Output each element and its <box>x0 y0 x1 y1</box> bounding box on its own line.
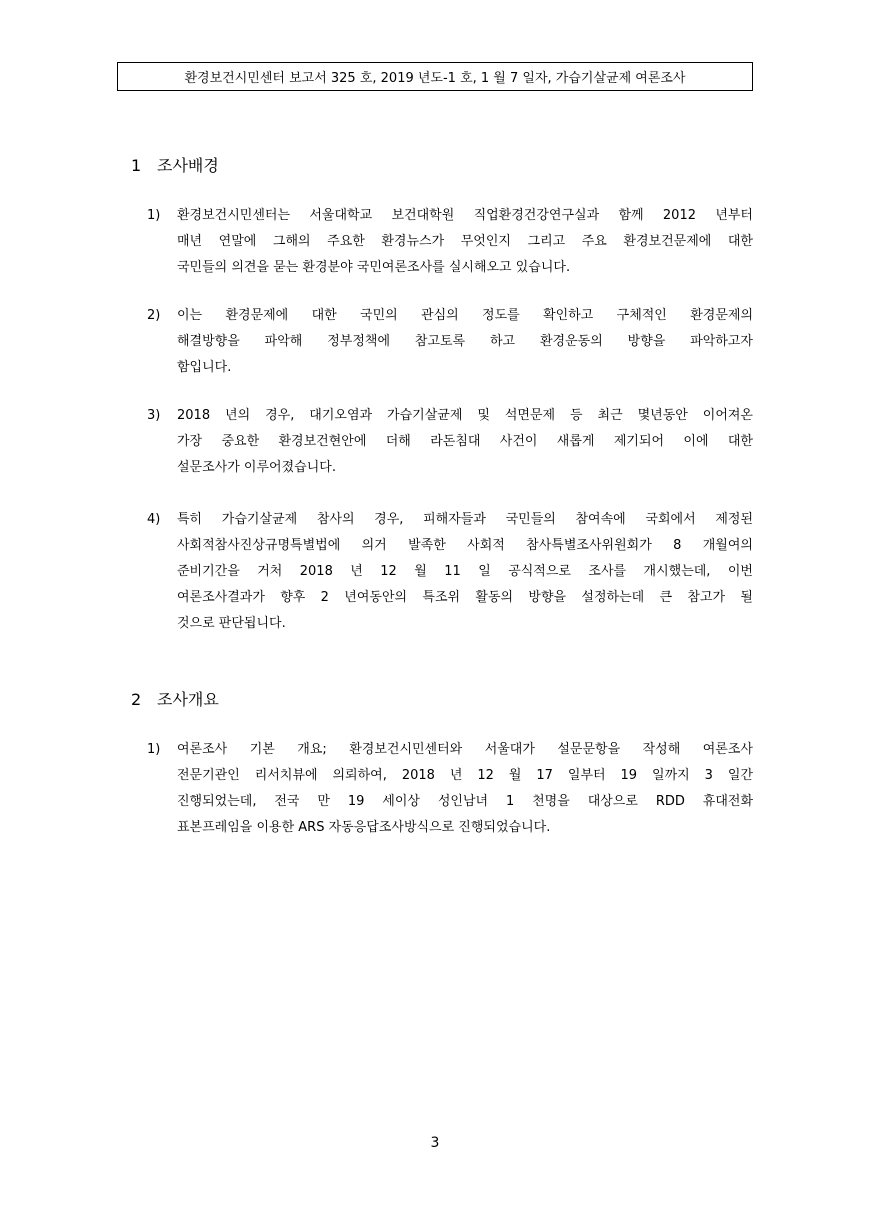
section-number: 1 <box>131 156 142 175</box>
text-line: 사회적참사진상규명특별법에 의거 발족한 사회적 참사특별조사위원회가 8 개월여의 <box>177 538 753 553</box>
list-item-text <box>177 303 753 381</box>
list-item <box>147 507 753 637</box>
list-item-number: 2) <box>147 308 161 323</box>
report-header-text: 환경보건시민센터 보고서 325 호, 2019 년도-1 호, 1 월 7 일자, 가습기살균제 여론조사 <box>184 71 686 86</box>
list-item-text <box>177 203 753 281</box>
text-line: 가장 중요한 환경보건현안에 더해 라돈침대 사건이 새롭게 제기되어 이에 대한 <box>177 434 753 449</box>
list-item-text <box>177 737 753 841</box>
list-item-text <box>177 507 753 637</box>
list-item-number: 3) <box>147 408 161 423</box>
list-item <box>147 737 753 841</box>
section-title: 조사개요 <box>157 690 219 709</box>
list-item-number: 4) <box>147 512 161 527</box>
list-item <box>147 203 753 281</box>
list-item-number: 1) <box>147 742 161 757</box>
text-line: 전문기관인 리서치뷰에 의뢰하여, 2018 년 12 월 17 일부터 19 일까지 3 일간 <box>177 768 753 783</box>
text-line: 2018 년의 경우, 대기오염과 가습기살균제 및 석면문제 등 최근 몇년동안 이어져온 <box>177 408 753 423</box>
section-title: 조사배경 <box>157 156 219 175</box>
text-line: 것으로 판단됩니다. <box>177 616 286 631</box>
section-heading-overview <box>131 687 219 710</box>
text-line: 함입니다. <box>177 360 232 375</box>
text-line: 설문조사가 이루어졌습니다. <box>177 460 336 475</box>
section-number: 2 <box>131 690 142 709</box>
text-line: 표본프레임을 이용한 ARS 자동응답조사방식으로 진행되었습니다. <box>177 820 551 835</box>
text-line: 이는 환경문제에 대한 국민의 관심의 정도를 확인하고 구체적인 환경문제의 <box>177 308 753 323</box>
text-line: 특히 가습기살균제 참사의 경우, 피해자들과 국민들의 참여속에 국회에서 제정된 <box>177 512 753 527</box>
text-line: 환경보건시민센터는 서울대학교 보건대학원 직업환경건강연구실과 함께 2012 년부터 <box>177 208 753 223</box>
list-item <box>147 403 753 481</box>
list-item-text <box>177 403 753 481</box>
list-item <box>147 303 753 381</box>
list-item-number: 1) <box>147 208 161 223</box>
text-line: 여론조사 기본 개요; 환경보건시민센터와 서울대가 설문문항을 작성해 여론조사 <box>177 742 753 757</box>
text-line: 국민들의 의견을 묻는 환경분야 국민여론조사를 실시해오고 있습니다. <box>177 260 571 275</box>
text-line: 여론조사결과가 향후 2 년여동안의 특조위 활동의 방향을 설정하는데 큰 참고가 될 <box>177 590 753 605</box>
text-line: 매년 연말에 그해의 주요한 환경뉴스가 무엇인지 그리고 주요 환경보건문제에 대한 <box>177 234 753 249</box>
report-header <box>117 62 753 91</box>
text-line: 준비기간을 거처 2018 년 12 월 11 일 공식적으로 조사를 개시했는데, 이번 <box>177 564 753 579</box>
page-number: 3 <box>430 1135 440 1151</box>
section-heading-background <box>131 153 219 176</box>
text-line: 해결방향을 파악해 정부정책에 참고토록 하고 환경운동의 방향을 파악하고자 <box>177 334 753 349</box>
text-line: 진행되었는데, 전국 만 19 세이상 성인남녀 1 천명을 대상으로 RDD 휴대전화 <box>177 794 753 809</box>
